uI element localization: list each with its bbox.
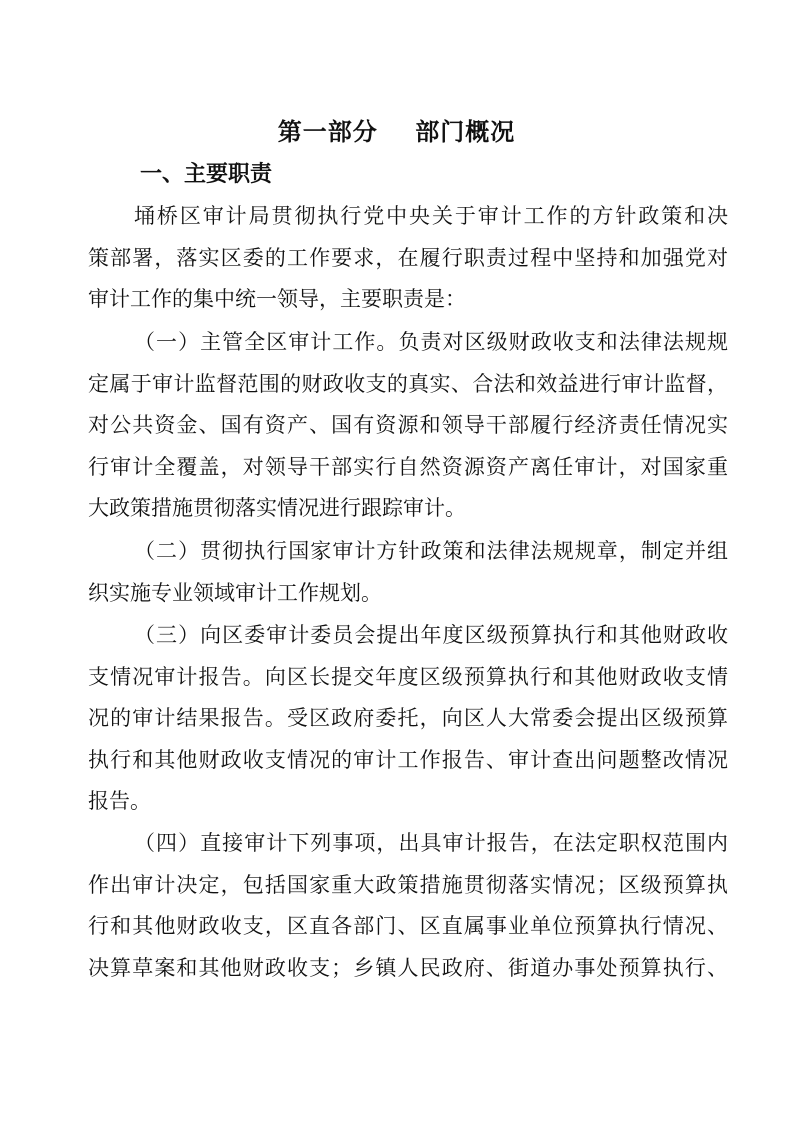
paragraph-line: 行和其他财政收支，区直各部门、区直属事业单位预算执行情况、 bbox=[88, 914, 728, 938]
paragraph-line: 定属于审计监督范围的财政收支的真实、合法和效益进行审计监督， bbox=[88, 371, 728, 396]
paragraph-line: 执行和其他财政收支情况的审计工作报告、审计查出问题整改情况 bbox=[88, 747, 728, 772]
paragraph-line: （二）贯彻执行国家审计方针政策和法律法规规章，制定并组 bbox=[134, 539, 728, 563]
paragraph-line: 审计工作的集中统一领导，主要职责是： bbox=[88, 287, 466, 311]
paragraph-line: 埇桥区审计局贯彻执行党中央关于审计工作的方针政策和决 bbox=[134, 204, 728, 228]
paragraph-line: 报告。 bbox=[88, 789, 151, 813]
paragraph-line: 行审计全覆盖，对领导干部实行自然资源资产离任审计，对国家重 bbox=[88, 454, 728, 479]
paragraph-duty-2 bbox=[88, 531, 728, 614]
paragraph-line: 织实施专业领域审计工作规划。 bbox=[88, 580, 382, 605]
paragraph-line: 策部署，落实区委的工作要求，在履行职责过程中坚持和加强党对 bbox=[88, 245, 728, 270]
paragraph-duty-3 bbox=[88, 615, 728, 823]
paragraph-line: （一）主管全区审计工作。负责对区级财政收支和法律法规规 bbox=[134, 330, 728, 354]
paragraph-line: （四）直接审计下列事项，出具审计报告，在法定职权范围内 bbox=[134, 831, 728, 855]
paragraph-line: 对公共资金、国有资产、国有资源和领导干部履行经济责任情况实 bbox=[88, 413, 728, 437]
paragraph-intro bbox=[88, 196, 728, 321]
paragraph-duty-1 bbox=[88, 322, 728, 530]
page-title: 第一部分 部门概况 bbox=[277, 118, 516, 146]
paragraph-duty-4 bbox=[88, 823, 728, 989]
paragraph-line: 决算草案和其他财政收支；乡镇人民政府、街道办事处预算执行、 bbox=[88, 955, 728, 980]
paragraph-line: 作出审计决定，包括国家重大政策措施贯彻落实情况；区级预算执 bbox=[88, 872, 728, 897]
section-heading: 一、主要职责 bbox=[140, 162, 273, 187]
paragraph-line: 支情况审计报告。向区长提交年度区级预算执行和其他财政收支情 bbox=[88, 664, 728, 689]
paragraph-line: （三）向区委审计委员会提出年度区级预算执行和其他财政收 bbox=[134, 623, 728, 647]
paragraph-line: 大政策措施贯彻落实情况进行跟踪审计。 bbox=[88, 496, 466, 520]
paragraph-line: 况的审计结果报告。受区政府委托，向区人大常委会提出区级预算 bbox=[88, 706, 728, 730]
